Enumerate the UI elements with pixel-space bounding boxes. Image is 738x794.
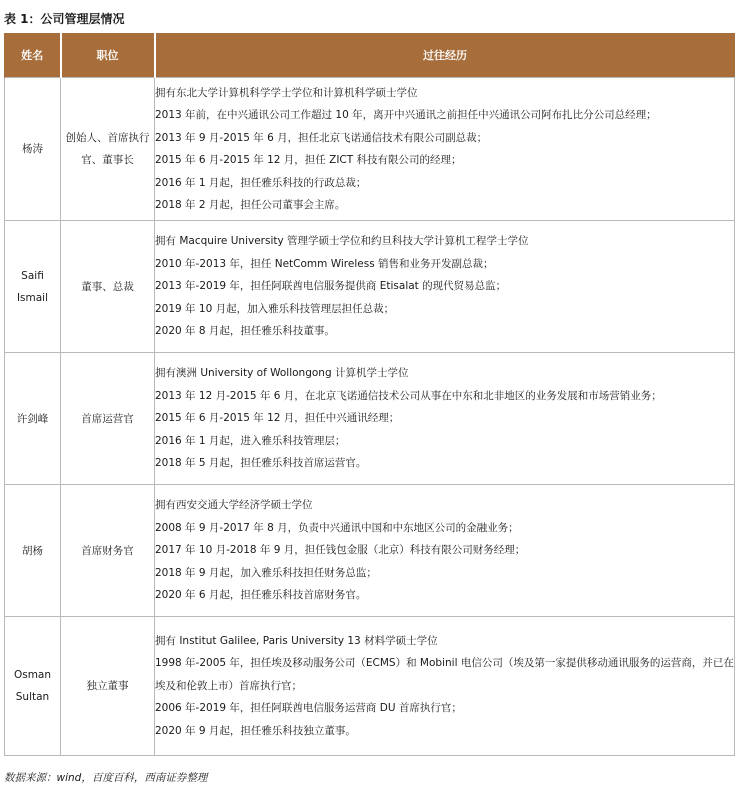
- cell-position: 创始人、首席执行官、董事长: [61, 78, 155, 221]
- caption-number: 表 1：: [4, 12, 41, 26]
- cell-position: 董事、总裁: [61, 221, 155, 353]
- table-row: [5, 353, 735, 485]
- experience-line: 拥有 Macquire University 管理学硕士学位和约旦科技大学计算机工程学士学位: [155, 235, 529, 248]
- cell-name: Osman Sultan: [5, 617, 61, 756]
- caption-title: 公司管理层情况: [40, 12, 125, 26]
- experience-line: 2013 年-2019 年，担任阿联酋电信服务提供商 Etisalat 的现代贸易总监；: [155, 280, 507, 293]
- cell-position: 独立董事: [61, 617, 155, 756]
- cell-position: 首席财务官: [61, 485, 155, 617]
- table-header-row: [5, 33, 735, 78]
- experience-line: 2013 年 12 月-2015 年 6 月，在北京飞诺通信技术公司从事在中东和北非地区的业务发展和市场营销业务；: [155, 389, 662, 402]
- experience-line: 2018 年 9 月起，加入雅乐科技担任财务总监；: [155, 566, 377, 579]
- experience-line: 2019 年 10 月起，加入雅乐科技管理层担任总裁；: [155, 302, 395, 315]
- experience-line: 2016 年 1 月起，担任雅乐科技的行政总裁；: [155, 176, 367, 189]
- experience-line: 2016 年 1 月起，进入雅乐科技管理层；: [155, 434, 346, 447]
- experience-line: 2013 年 9 月-2015 年 6 月，担任北京飞诺通信技术有限公司副总裁；: [155, 131, 488, 144]
- cell-experience: [155, 353, 735, 485]
- header-experience: 过往经历: [155, 33, 735, 78]
- experience-line: 2006 年-2019 年，担任阿联酋电信服务运营商 DU 首席执行官；: [155, 702, 462, 715]
- cell-position: 首席运营官: [61, 353, 155, 485]
- experience-line: 2015 年 6 月-2015 年 12 月，担任 ZICT 科技有限公司的经理；: [155, 154, 462, 166]
- cell-name: 胡杨: [5, 485, 61, 617]
- table-row: [5, 221, 735, 353]
- experience-line: 拥有 Institut Galilee, Paris University 13 材料学硕士学位: [155, 634, 438, 647]
- cell-name: 杨涛: [5, 78, 61, 221]
- experience-line: 2010 年-2013 年，担任 NetComm Wireless 销售和业务开发副总裁；: [155, 257, 494, 270]
- table-row: [5, 617, 735, 756]
- experience-line: 1998 年-2005 年，担任埃及移动服务公司（ECMS）和 Mobinil 电信公司（埃及第一家提供移动通讯服务的运营商，并已在埃及和伦敦上市）首席执行官；: [155, 657, 734, 692]
- cell-name: Saifi Ismail: [5, 221, 61, 353]
- experience-line: 2020 年 9 月起，担任雅乐科技独立董事。: [155, 724, 356, 737]
- experience-line: 2020 年 8 月起，担任雅乐科技董事。: [155, 325, 335, 338]
- table-caption: [4, 10, 125, 27]
- experience-line: 2013 年前，在中兴通讯公司工作超过 10 年，离开中兴通讯之前担任中兴通讯公司阿布扎比分公司总经理；: [155, 109, 657, 121]
- cell-experience: [155, 78, 735, 221]
- experience-line: 2018 年 5 月起，担任雅乐科技首席运营官。: [155, 457, 367, 470]
- experience-line: 2015 年 6 月-2015 年 12 月，担任中兴通讯经理；: [155, 412, 400, 425]
- header-name: 姓名: [5, 33, 61, 78]
- cell-experience: [155, 617, 735, 756]
- table-row: [5, 78, 735, 221]
- experience-line: 拥有澳洲 University of Wollongong 计算机学士学位: [155, 367, 409, 380]
- table-row: [5, 485, 735, 617]
- cell-experience: [155, 221, 735, 353]
- source-note: 数据来源：wind，百度百科，西南证券整理: [4, 772, 208, 784]
- experience-line: 2017 年 10 月-2018 年 9 月，担任钱包金服（北京）科技有限公司财务经理；: [155, 544, 526, 557]
- experience-line: 拥有东北大学计算机科学学士学位和计算机科学硕士学位: [155, 86, 418, 99]
- experience-line: 2020 年 6 月起，担任雅乐科技首席财务官。: [155, 589, 367, 602]
- header-position: 职位: [61, 33, 155, 78]
- experience-line: 2008 年 9 月-2017 年 8 月，负责中兴通讯中国和中东地区公司的金融业务；: [155, 521, 519, 534]
- cell-experience: [155, 485, 735, 617]
- experience-line: 拥有西安交通大学经济学硕士学位: [155, 499, 313, 512]
- management-table: [4, 33, 735, 756]
- cell-name: 许剑峰: [5, 353, 61, 485]
- experience-line: 2018 年 2 月起，担任公司董事会主席。: [155, 199, 346, 211]
